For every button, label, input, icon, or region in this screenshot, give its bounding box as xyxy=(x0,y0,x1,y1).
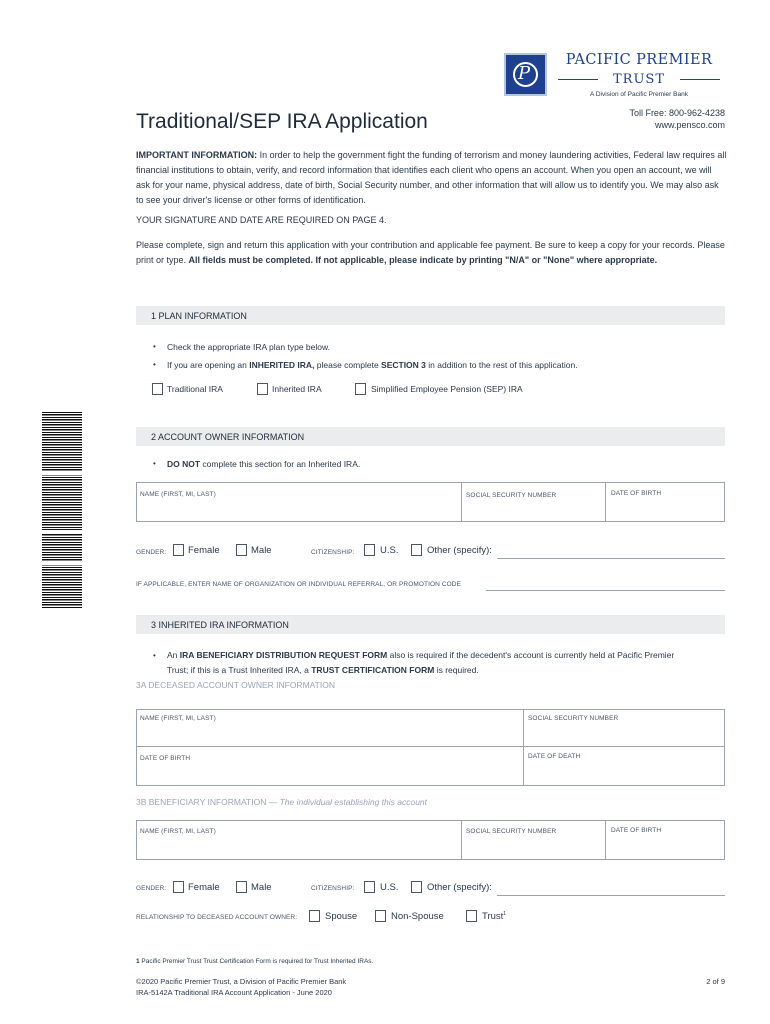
sep-ira-checkbox[interactable] xyxy=(355,383,366,395)
non-spouse-checkbox[interactable] xyxy=(375,910,386,922)
subsection-3a-heading: 3A DECEASED ACCOUNT OWNER INFORMATION xyxy=(136,680,335,690)
gender-label: GENDER: xyxy=(136,549,167,556)
deceased-name-field[interactable]: NAME (FIRST, MI, LAST) xyxy=(140,715,216,722)
deceased-ssn-field[interactable]: SOCIAL SECURITY NUMBER xyxy=(528,715,619,722)
traditional-ira-label: Traditional IRA xyxy=(167,384,223,394)
section-3-header: 3 INHERITED IRA INFORMATION xyxy=(136,615,725,634)
signature-note: YOUR SIGNATURE AND DATE ARE REQUIRED ON PAGE 4. xyxy=(136,215,387,225)
owner-box-divider-2 xyxy=(605,482,606,522)
beneficiary-male-label: Male xyxy=(251,882,272,893)
footnote: 1 Pacific Premier Trust Trust Certification Form is required for Trust Inherited IRAs. xyxy=(136,958,374,965)
section-1-bullet-2: • If you are opening an INHERITED IRA, please complete SECTION 3 in addition to the rest of this application. xyxy=(153,360,578,370)
important-text: In order to help the government fight the funding of terrorism and money laundering activities, Federal law requires all financial institutions to obtain, verify, and record information that identifies each client who opens an account. When you open an account, we will ask for your name, physical address, date of birth, Social Security number, and other information that will allow us to identify you. We may also ask to see your driver's license or other forms of identification. xyxy=(136,150,727,205)
owner-female-checkbox[interactable] xyxy=(173,544,184,556)
beneficiary-us-label: U.S. xyxy=(380,882,399,893)
deceased-info-box xyxy=(136,709,725,786)
beneficiary-citizenship-label: CITIZENSHIP: xyxy=(311,885,355,892)
toll-free: Toll Free: 800-962-4238 xyxy=(629,108,725,118)
beneficiary-female-label: Female xyxy=(188,882,220,893)
owner-other-label: Other (specify): xyxy=(427,545,492,556)
owner-dob-field[interactable]: DATE OF BIRTH xyxy=(611,490,662,497)
section-2-header: 2 ACCOUNT OWNER INFORMATION xyxy=(136,427,725,446)
important-label: IMPORTANT INFORMATION: xyxy=(136,150,258,160)
section-2-bullet: • DO NOT complete this section for an Inherited IRA. xyxy=(153,459,361,469)
owner-male-checkbox[interactable] xyxy=(236,544,247,556)
inherited-ira-label: Inherited IRA xyxy=(272,384,322,394)
brand-divider-right xyxy=(680,79,720,80)
instructions xyxy=(136,238,728,268)
beneficiary-box-divider-2 xyxy=(605,820,606,860)
instructions-bold: All fields must be completed. If not applicable, please indicate by printing "N/A" or "None" where appropriate. xyxy=(188,255,658,265)
owner-info-box xyxy=(136,482,725,522)
deceased-box-col-divider xyxy=(523,709,524,786)
beneficiary-other-specify-field[interactable] xyxy=(497,895,725,896)
website-link[interactable]: www.pensco.com xyxy=(654,120,725,130)
beneficiary-us-checkbox[interactable] xyxy=(364,881,375,893)
inherited-ira-checkbox[interactable] xyxy=(257,383,268,395)
beneficiary-male-checkbox[interactable] xyxy=(236,881,247,893)
deceased-dob-field[interactable]: DATE OF BIRTH xyxy=(140,755,191,762)
important-information xyxy=(136,148,728,208)
owner-us-label: U.S. xyxy=(380,545,399,556)
spouse-label: Spouse xyxy=(325,911,358,922)
brand-tagline: A Division of Pacific Premier Bank xyxy=(590,91,688,98)
section-1-header: 1 PLAN INFORMATION xyxy=(136,306,725,325)
traditional-ira-checkbox[interactable] xyxy=(152,383,163,395)
owner-male-label: Male xyxy=(251,545,272,556)
owner-female-label: Female xyxy=(188,545,220,556)
brand-name-trust: TRUST xyxy=(613,72,665,87)
owner-us-checkbox[interactable] xyxy=(364,544,375,556)
subsection-3b-heading: 3B BENEFICIARY INFORMATION — The individual establishing this account xyxy=(136,797,428,807)
owner-name-field[interactable]: NAME (FIRST, MI, LAST) xyxy=(140,491,216,498)
copyright: ©2020 Pacific Premier Trust, a Division of Pacific Premier Bank xyxy=(136,977,347,986)
beneficiary-other-label: Other (specify): xyxy=(427,882,492,893)
owner-other-specify-field[interactable] xyxy=(497,558,725,559)
trust-label: Trust$^1$ xyxy=(482,911,507,923)
trust-checkbox[interactable] xyxy=(466,910,477,922)
citizenship-label: CITIZENSHIP: xyxy=(311,549,355,556)
referral-label: IF APPLICABLE, ENTER NAME OF ORGANIZATION OR INDIVIDUAL REFERRAL, OR PROMOTION CODE xyxy=(136,581,462,588)
beneficiary-other-checkbox[interactable] xyxy=(411,881,422,893)
barcode-icon xyxy=(42,412,82,608)
beneficiary-box-divider-1 xyxy=(461,820,462,860)
deceased-dod-field[interactable]: DATE OF DEATH xyxy=(528,753,581,760)
beneficiary-info-box xyxy=(136,820,725,860)
contact-info xyxy=(560,107,725,131)
beneficiary-ssn-field[interactable]: SOCIAL SECURITY NUMBER xyxy=(466,828,557,835)
beneficiary-female-checkbox[interactable] xyxy=(173,881,184,893)
beneficiary-name-field[interactable]: NAME (FIRST, MI, LAST) xyxy=(140,828,216,835)
owner-other-checkbox[interactable] xyxy=(411,544,422,556)
instructions-text: Please complete, sign and return this application with your contribution and applicable fee payment. Be sure to keep a copy for your records. Please print or type. xyxy=(136,240,725,265)
relationship-label: RELATIONSHIP TO DECEASED ACCOUNT OWNER: xyxy=(136,914,298,921)
beneficiary-dob-field[interactable]: DATE OF BIRTH xyxy=(611,827,662,834)
owner-box-divider-1 xyxy=(461,482,462,522)
section-3-bullet: • An IRA BENEFICIARY DISTRIBUTION REQUEST FORM also is required if the decedent's account is currently held at Pacific Premier Trust; if this is a Trust Inherited IRA, a TRUST CERTIFICATION FORM is required. xyxy=(153,650,675,675)
owner-ssn-field[interactable]: SOCIAL SECURITY NUMBER xyxy=(466,492,557,499)
spouse-checkbox[interactable] xyxy=(309,910,320,922)
beneficiary-gender-label: GENDER: xyxy=(136,885,167,892)
form-id: IRA-5142A Traditional IRA Account Application - June 2020 xyxy=(136,988,332,997)
non-spouse-label: Non-Spouse xyxy=(391,911,444,922)
pacific-premier-logo-icon: P xyxy=(504,53,547,96)
brand-name: PACIFIC PREMIER xyxy=(565,52,713,68)
section-1-bullet-1: • Check the appropriate IRA plan type below. xyxy=(153,342,331,352)
deceased-box-row-divider xyxy=(136,746,725,747)
referral-field[interactable] xyxy=(486,590,725,591)
page-number: 2 of 9 xyxy=(706,977,725,986)
sep-ira-label: Simplified Employee Pension (SEP) IRA xyxy=(371,384,523,394)
page-title: Traditional/SEP IRA Application xyxy=(136,110,428,133)
